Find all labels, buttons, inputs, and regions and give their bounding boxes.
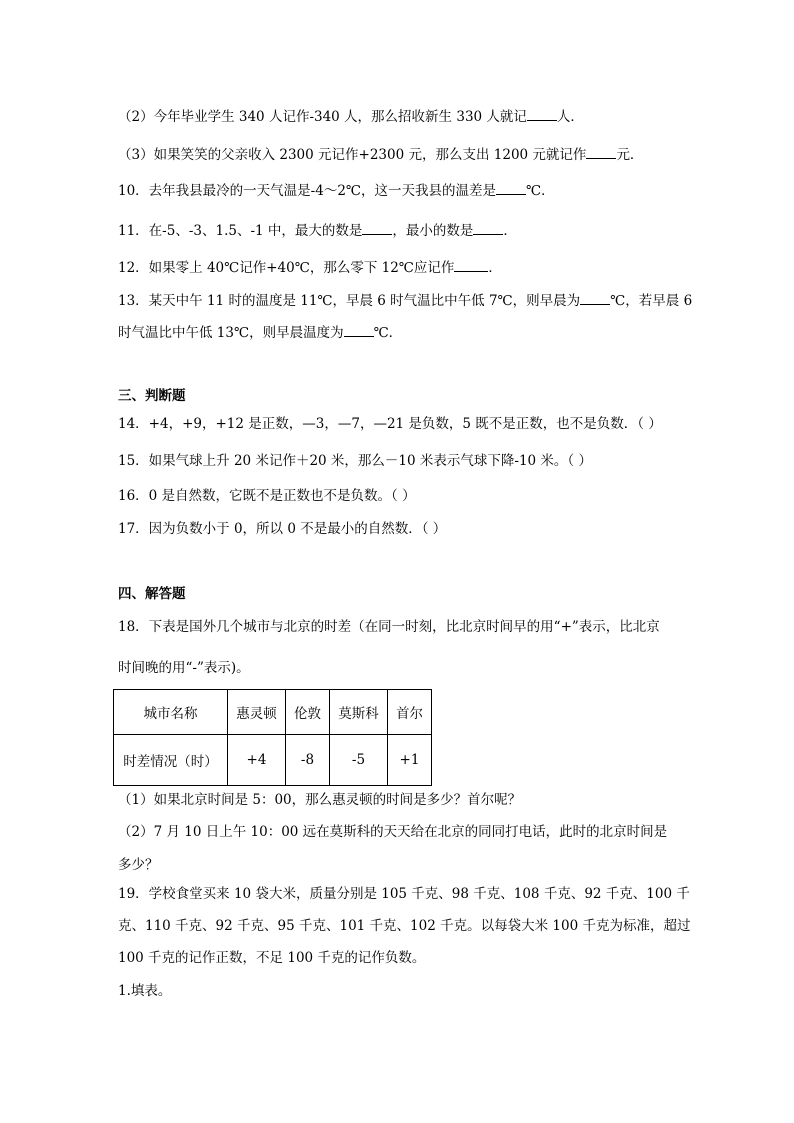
- question-9-3: （3）如果笑笑的父亲收入 2300 元记作+2300 元，那么支出 1200 元就记作 元．: [118, 144, 643, 165]
- question-10: 10．去年我县最冷的一天气温是-4～2℃，这一天我县的温差是 ℃．: [118, 180, 555, 201]
- question-19-line2: 克、110 千克、92 千克、95 千克、101 千克、102 千克。以每袋大米 100 千克为标准，超过: [118, 918, 691, 934]
- table-cell: +4: [228, 735, 286, 786]
- answer-blank[interactable]: [473, 220, 503, 235]
- answer-blank[interactable]: [586, 144, 616, 159]
- question-18-line2: 时间晚的用“-”表示)。: [118, 660, 250, 676]
- answer-blank[interactable]: [362, 220, 392, 235]
- answer-blank[interactable]: [580, 290, 610, 305]
- question-16: 16．0 是自然数，它既不是正数也不是负数。（ ）: [118, 488, 416, 504]
- question-19-line1: 19．学校食堂买来 10 袋大米，质量分别是 105 千克、98 千克、108 千克、92 千克、100 千: [118, 886, 690, 902]
- table-header-row: [114, 690, 432, 735]
- table-cell: 时差情况（时）: [114, 735, 228, 786]
- table-cell: -5: [330, 735, 388, 786]
- answer-blank[interactable]: [454, 257, 488, 272]
- answer-blank[interactable]: [527, 106, 557, 121]
- question-12: 12．如果零上 40℃记作+40℃，那么零下 12℃应记作 ．: [118, 257, 502, 278]
- answer-blank[interactable]: [344, 322, 374, 337]
- answer-blank[interactable]: [496, 180, 526, 195]
- table-header-cell: 莫斯科: [330, 690, 388, 735]
- question-19-line3: 100 千克的记作正数，不足 100 千克的记作负数。: [118, 950, 426, 966]
- section-4-title: 四、解答题: [118, 586, 186, 602]
- question-18-2-line2: 多少？: [118, 857, 159, 873]
- table-cell: +1: [388, 735, 432, 786]
- table-header-cell: 惠灵顿: [228, 690, 286, 735]
- section-3-title: 三、判断题: [118, 388, 186, 404]
- question-15: 15．如果气球上升 20 米记作＋20 米，那么－10 米表示气球下降-10 米。（ ）: [118, 453, 592, 469]
- table-row: [114, 735, 432, 786]
- table-header-cell: 首尔: [388, 690, 432, 735]
- question-11: 11．在-5、-3、1.5、-1 中，最大的数是 ，最小的数是 ．: [118, 220, 517, 241]
- question-18-line1: 18．下表是国外几个城市与北京的时差（在同一时刻，比北京时间早的用“+”表示，比北京: [118, 619, 660, 635]
- question-18-1: （1）如果北京时间是 5：00，那么惠灵顿的时间是多少？首尔呢？: [118, 792, 522, 808]
- question-9-2: （2）今年毕业学生 340 人记作-340 人，那么招收新生 330 人就记 人．: [118, 106, 584, 127]
- table-cell: -8: [286, 735, 330, 786]
- question-13-line2: 时气温比中午低 13℃，则早晨温度为 ℃．: [118, 322, 402, 343]
- question-18-2-line1: （2）7 月 10 日上午 10：00 远在莫斯科的天天给在北京的同同打电话，此时的北京时间是: [118, 824, 668, 840]
- table-header-cell: 伦敦: [286, 690, 330, 735]
- question-13-line1: 13．某天中午 11 时的温度是 11℃，早晨 6 时气温比中午低 7℃，则早晨为 ℃，若早晨 6: [118, 290, 692, 311]
- question-17: 17．因为负数小于 0，所以 0 不是最小的自然数．（ ）: [118, 521, 447, 537]
- table-header-cell: 城市名称: [114, 690, 228, 735]
- question-19-sub1: 1.填表。: [118, 983, 172, 999]
- time-difference-table: [113, 689, 432, 786]
- question-14: 14．+4，+9，+12 是正数，—3，—7，—21 是负数，5 既不是正数，也不是负数．（ ）: [118, 416, 662, 432]
